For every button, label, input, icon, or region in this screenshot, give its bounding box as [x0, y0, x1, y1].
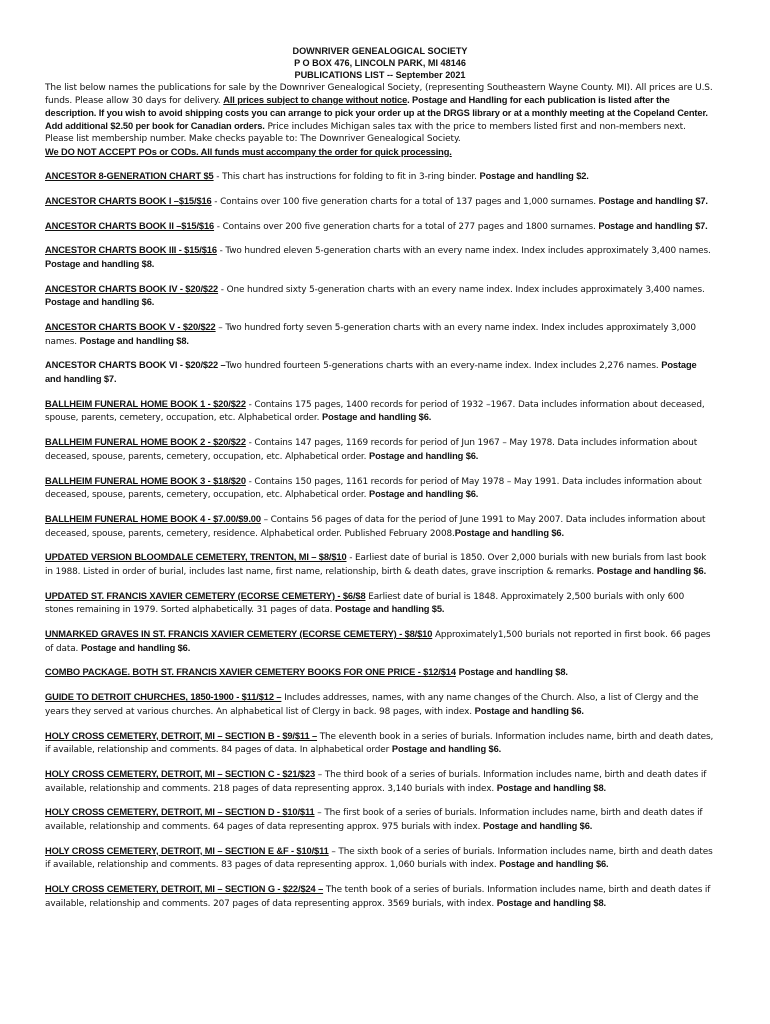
separator: – [260, 514, 271, 525]
publication-description: Approximately1,500 burials not reported in first book. 66 pages of data. [45, 630, 711, 654]
publication-entry [45, 244, 715, 271]
postage-handling: Postage and handling $6. [369, 489, 479, 500]
publication-entry [45, 845, 715, 872]
publication-title: ANCESTOR CHARTS BOOK V - $20/$22 [45, 322, 216, 333]
separator: - [211, 196, 221, 207]
separator: - [346, 553, 356, 564]
society-address: P O BOX 476, LINCOLN PARK, MI 48146 [294, 58, 466, 69]
publication-title: BALLHEIM FUNERAL HOME BOOK 3 - $18/$20 [45, 475, 246, 486]
postage-handling: Postage and handling $5. [335, 604, 445, 615]
intro-paragraph [45, 82, 715, 159]
publication-title: HOLY CROSS CEMETERY, DETROIT, MI – SECTION B - $9/$11 – [45, 730, 318, 741]
price-notice: All prices subject to change without notice [223, 94, 408, 105]
publication-entry [45, 195, 715, 209]
separator: - [216, 246, 226, 257]
postage-handling: Postage and handling $7. [598, 220, 708, 231]
publication-title: GUIDE TO DETROIT CHURCHES, 1850-1900 - $11/$12 – [45, 692, 282, 703]
publication-description: Earliest date of burial is 1848. Approximately 2,500 burials with only 600 stones remaining in 1979. Sorted alphabetically. 31 pages of data. [45, 591, 685, 616]
publication-entry [45, 551, 715, 578]
publication-description: The eleventh book in a series of burials. Information includes name, birth and death dates, if available, relationship and comments. 84 pages of data. In alphabetical order [45, 731, 714, 756]
separator: - [213, 172, 223, 183]
postage-handling: Postage and handling $8. [458, 667, 568, 678]
postage-handling: Postage and handling $6. [499, 859, 609, 870]
separator: – [315, 770, 325, 781]
publication-title: BALLHEIM FUNERAL HOME BOOK 2 - $20/$22 [45, 437, 246, 448]
publication-entry [45, 628, 715, 655]
publication-entry [45, 691, 715, 718]
separator: - [214, 221, 223, 232]
publication-entry [45, 513, 715, 540]
list-title: PUBLICATIONS LIST -- September 2021 [294, 70, 466, 81]
separator: - [245, 438, 255, 449]
separator: – [215, 323, 226, 334]
intro-text-2: Price includes Michigan sales tax with the price to members listed first and non-members next. Please list membership number. Make checks payable to: The Downriver Genealogical Society. [45, 122, 686, 145]
postage-handling: Postage and handling $6. [483, 820, 593, 831]
publication-title: HOLY CROSS CEMETERY, DETROIT, MI – SECTION D - $10/$11 [45, 807, 315, 818]
postage-handling: Postage and handling $6. [322, 412, 432, 423]
publication-entry [45, 730, 715, 757]
postage-handling: Postage and handling $2. [479, 171, 589, 182]
publication-description: Earliest date of burial is 1850. Over 2,000 burials with new burials from last book in 1988. Listed in order of burial, includes last name, first name, relationship, birth & death dates, grave inscription & remarks. [45, 553, 707, 577]
postage-handling: Postage and handling $7. [598, 195, 708, 206]
publication-entry [45, 321, 715, 348]
publication-description: The third book of a series of burials. Information includes name, birth and death dates if available, relationship and comments. 218 pages of data representing approx. 3,140 burials with index. [45, 770, 707, 794]
postage-handling: Postage and handling $6. [391, 744, 502, 755]
publication-entry [45, 768, 715, 795]
publication-description: Contains 147 pages, 1169 records for period of Jun 1967 – May 1978. Data includes information about deceased, spouse, parents, cemetery, occupation, etc. Alphabetical order. [45, 438, 698, 462]
publication-title: ANCESTOR CHARTS BOOK III - $15/$16 [45, 245, 217, 256]
postage-handling: Postage and handling $7. [45, 360, 697, 385]
publication-description: Two hundred fourteen 5-generations charts with an every-name index. Index includes 2,276 names. [225, 361, 662, 372]
publication-entry [45, 359, 715, 386]
publication-title: HOLY CROSS CEMETERY, DETROIT, MI – SECTION E &F - $10/$11 [45, 845, 329, 856]
publication-title: COMBO PACKAGE. BOTH ST. FRANCIS XAVIER CEMETERY BOOKS FOR ONE PRICE - $12/$14 [45, 667, 456, 678]
publication-entry [45, 170, 715, 184]
publication-description: The tenth book of a series of burials. Information includes name, birth and death dates if available, relationship and comments. 207 pages of data representing approx. 3569 burials, with index. [45, 885, 711, 909]
page-header [52, 45, 709, 82]
publication-title: UPDATED ST. FRANCIS XAVIER CEMETERY (ECORSE CEMETERY) - $6/$8 [45, 590, 366, 601]
publication-description: Two hundred eleven 5-generation charts with an every name index. Index includes approximately 3,400 names. [225, 246, 711, 257]
publication-entry [45, 436, 715, 463]
intro-text-1: The list below names the publications for sale by the Downriver Genealogical Society, (representing Southeastern Wayne County. MI). All prices are U.S. funds. Please allow 30 days for delivery. [45, 82, 713, 106]
publication-description: The first book of a series of burials. Information includes name, birth and death dates if available, relationship and comments. 64 pages of data representing approx. 975 burials with index. [45, 808, 703, 832]
postage-handling: Postage and handling $6. [369, 450, 479, 461]
publication-description: Contains 150 pages, 1161 records for period of May 1978 – May 1991. Data includes information about deceased, spouse, parents, cemetery, occupation, etc. Alphabetical order. [45, 476, 702, 501]
publication-entry [45, 666, 715, 680]
separator: – [328, 846, 339, 857]
publication-description: Contains 56 pages of data for the period of June 1991 to May 2007. Data includes information about deceased, spouse, parents, cemetery, residence. Alphabetical order. Published February 2008. [45, 514, 706, 539]
separator: - [245, 399, 255, 410]
publication-entry [45, 283, 715, 310]
postage-handling: Postage and handling $6. [454, 527, 564, 538]
publication-description: Includes addresses, names, with any name changes of the Church. Also, a list of Clergy and the years they served at various churches. An alphabetical list of Clergy in back. 98 pages, with index. [45, 693, 699, 717]
publication-description: Contains over 200 five generation charts for a total of 277 pages and 1800 surnames. [222, 221, 599, 232]
postage-handling: Postage and handling $6. [474, 705, 584, 716]
separator: - [218, 284, 227, 295]
publication-description: This chart has instructions for folding to fit in 3-ring binder. [222, 172, 480, 183]
postage-handling: Postage and handling $6. [80, 642, 191, 653]
publication-title: UPDATED VERSION BLOOMDALE CEMETERY, TRENTON, MI – $8/$10 [45, 552, 347, 563]
publication-description: The sixth book of a series of burials. Information includes name, birth and death dates if available, relationship and comments. 83 pages of data representing approx. 1,060 burials with index. [45, 846, 713, 871]
separator: - [245, 476, 255, 487]
publication-entry [45, 220, 715, 234]
publication-description: Two hundred forty seven 5-generation charts with an every name index. Index includes approximately 3,000 names. [45, 323, 696, 347]
publication-entry [45, 883, 715, 910]
postage-notice: . Postage and Handling for each publication is listed after the description. If you wish to avoid shipping costs you can arrange to pick your order up at the DRGS library or at a monthly meeting at the Copeland Center. Add additional $2.50 per book for Canadian orders. [45, 94, 708, 132]
publication-entry [45, 398, 715, 425]
publication-entry [45, 590, 715, 617]
publications-list [45, 170, 715, 910]
publication-title: ANCESTOR CHARTS BOOK II –$15/$16 [45, 220, 215, 231]
postage-handling: Postage and handling $8. [496, 897, 606, 908]
publication-entry [45, 806, 715, 833]
postage-handling: Postage and handling $8. [496, 782, 606, 793]
postage-handling: Postage and handling $6. [596, 565, 707, 576]
publication-title: UNMARKED GRAVES IN ST. FRANCIS XAVIER CEMETERY (ECORSE CEMETERY) - $8/$10 [45, 629, 433, 640]
separator: – [314, 808, 325, 819]
publication-description: Contains 175 pages, 1400 records for period of 1932 –1967. Data includes information about deceased, spouse, parents, cemetery, occupation, etc. Alphabetical order. [45, 399, 705, 424]
publication-entry [45, 475, 715, 502]
publication-description: One hundred sixty 5-generation charts with an every name index. Index includes approximately 3,400 names. [226, 284, 705, 295]
publication-title: ANCESTOR 8-GENERATION CHART $5 [45, 171, 214, 182]
postage-handling: Postage and handling $6. [45, 297, 155, 308]
publication-description: Contains over 100 five generation charts for a total of 137 pages and 1,000 surnames. [220, 196, 599, 207]
postage-handling: Postage and handling $8. [45, 258, 155, 269]
document-page [45, 45, 715, 910]
publication-title: BALLHEIM FUNERAL HOME BOOK 4 - $7.00/$9.00 [45, 513, 261, 524]
publication-title: ANCESTOR CHARTS BOOK VI - $20/$22 – [45, 360, 226, 371]
publication-title: BALLHEIM FUNERAL HOME BOOK 1 - $20/$22 [45, 398, 246, 409]
society-name: DOWNRIVER GENEALOGICAL SOCIETY [292, 46, 468, 56]
publication-title: HOLY CROSS CEMETERY, DETROIT, MI – SECTION G - $22/$24 – [45, 884, 324, 895]
publication-title: HOLY CROSS CEMETERY, DETROIT, MI – SECTION C - $21/$23 [45, 769, 316, 780]
postage-handling: Postage and handling $8. [79, 335, 189, 346]
payment-notice: We DO NOT ACCEPT POs or CODs. All funds must accompany the order for quick processing. [45, 146, 452, 157]
publication-title: ANCESTOR CHARTS BOOK IV - $20/$22 [45, 283, 219, 294]
publication-title: ANCESTOR CHARTS BOOK I –$15/$16 [45, 195, 212, 206]
